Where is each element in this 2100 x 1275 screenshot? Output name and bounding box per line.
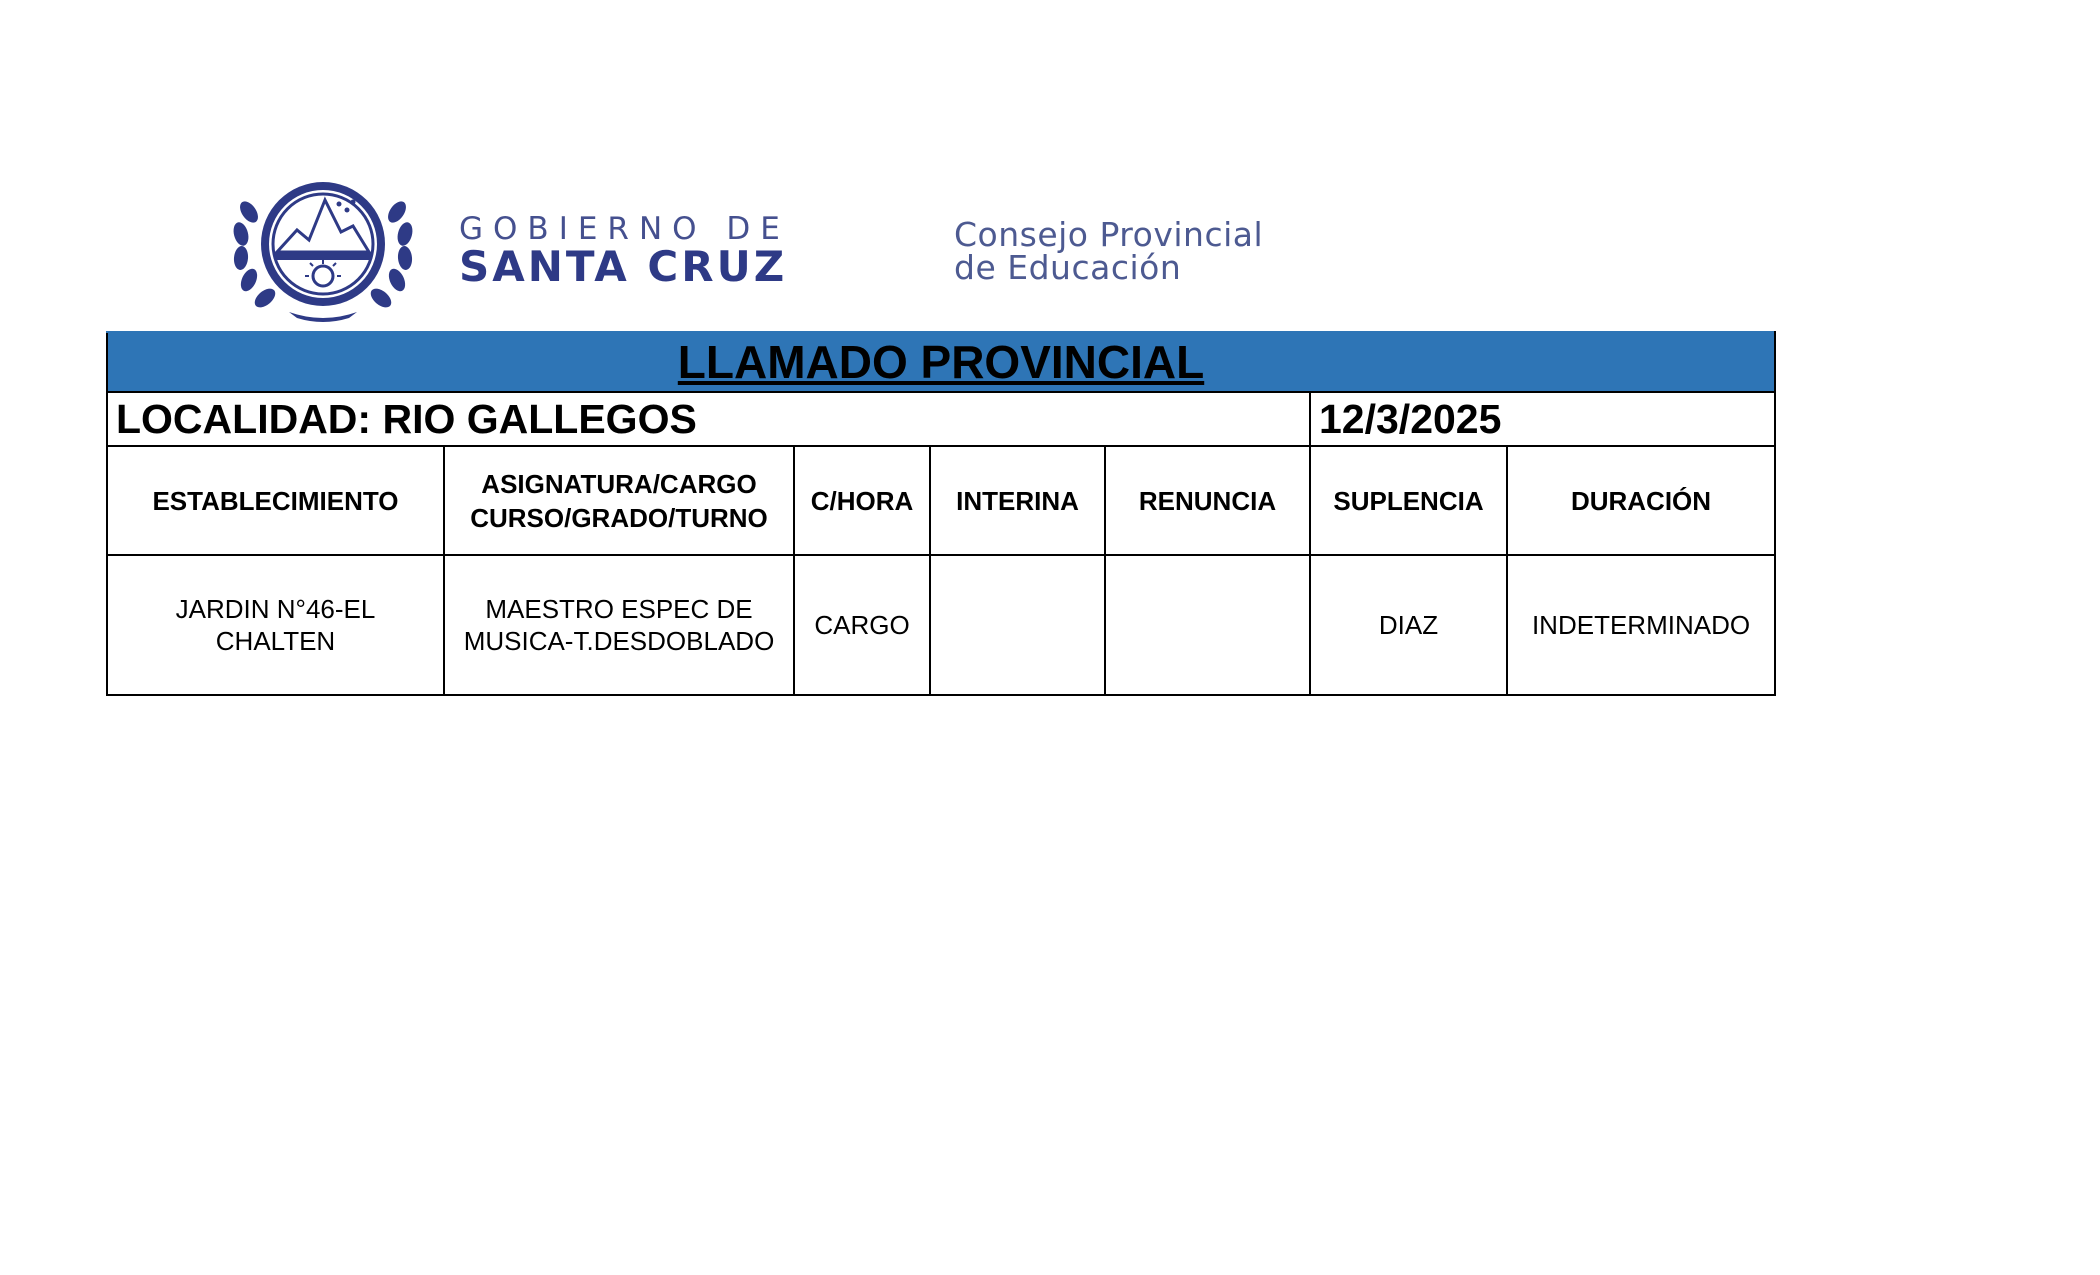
cell-interina <box>930 555 1105 695</box>
table-title: LLAMADO PROVINCIAL <box>107 332 1775 392</box>
table-row <box>107 555 1775 695</box>
government-logo-text <box>459 211 790 291</box>
column-header-asignatura: ASIGNATURA/CARGO CURSO/GRADO/TURNO <box>444 446 794 555</box>
header-row <box>107 446 1775 555</box>
province-seal-icon <box>229 172 417 322</box>
column-header-interina: INTERINA <box>930 446 1105 555</box>
gov-line2: SANTA CRUZ <box>459 242 788 291</box>
column-header-suplencia: SUPLENCIA <box>1310 446 1507 555</box>
document-header <box>229 172 1379 322</box>
council-logo-text <box>954 215 1264 287</box>
column-header-chora: C/HORA <box>794 446 930 555</box>
call-table <box>106 331 1776 696</box>
cell-asignatura: MAESTRO ESPEC DE MUSICA-T.DESDOBLADO <box>444 555 794 695</box>
location-row <box>107 392 1775 446</box>
council-line1: Consejo Provincial <box>954 215 1264 254</box>
localidad-cell: LOCALIDAD: RIO GALLEGOS <box>107 392 1310 446</box>
cell-chora: CARGO <box>794 555 930 695</box>
cell-renuncia <box>1105 555 1310 695</box>
gov-line1: GOBIERNO DE <box>459 211 790 247</box>
council-line2: de Educación <box>954 248 1182 287</box>
column-header-establecimiento: ESTABLECIMIENTO <box>107 446 444 555</box>
title-row <box>107 332 1775 392</box>
cell-duracion: INDETERMINADO <box>1507 555 1775 695</box>
column-header-renuncia: RENUNCIA <box>1105 446 1310 555</box>
column-header-duracion: DURACIÓN <box>1507 446 1775 555</box>
date-cell: 12/3/2025 <box>1310 392 1775 446</box>
cell-suplencia: DIAZ <box>1310 555 1507 695</box>
cell-establecimiento: JARDIN N°46-EL CHALTEN <box>107 555 444 695</box>
